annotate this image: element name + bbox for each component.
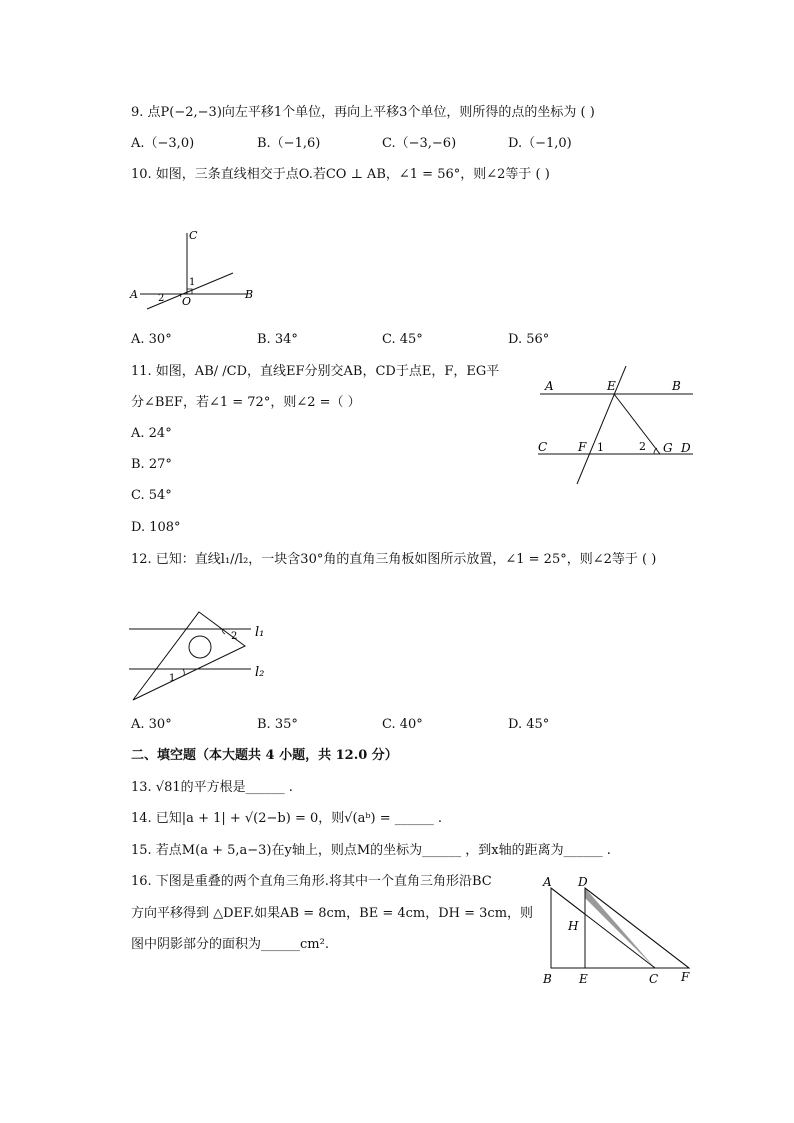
q9-option-c: C.（−3,−6): [382, 136, 457, 151]
label-f: F: [681, 970, 690, 984]
q9-option-d: D.（−1,0): [508, 136, 572, 151]
label-h: H: [568, 919, 579, 933]
q10-figure: [125, 225, 260, 310]
q12-option-c: C. 40°: [382, 717, 423, 732]
q10-option-a: A. 30°: [131, 332, 172, 347]
angle-1-arc: [183, 669, 184, 675]
section-2-heading: 二、填空题（本大题共 4 小题，共 12.0 分）: [131, 748, 398, 763]
q16-line2: 方向平移得到 △DEF.如果AB = 8cm，BE = 4cm，DH = 3cm，则: [131, 906, 534, 921]
label-e: E: [579, 972, 588, 986]
q12-option-b: B. 35°: [257, 717, 298, 732]
q11-option-c: C. 54°: [131, 488, 172, 503]
q11-stem-line1: 11. 如图，AB/ /CD，直线EF分别交AB，CD于点E，F，EG平: [131, 364, 500, 379]
q16-figure: [538, 872, 698, 990]
label-a: A: [543, 875, 552, 889]
set-square-hole: [189, 636, 211, 658]
label-c: C: [189, 229, 198, 242]
label-b: B: [672, 379, 681, 393]
label-d: D: [578, 875, 588, 889]
label-l2: l₂: [255, 665, 265, 680]
label-angle-1: 1: [189, 277, 196, 288]
label-b: B: [245, 288, 254, 301]
label-angle-1: 1: [597, 441, 604, 454]
q15-stem: 15. 若点M(a + 5,a−3)在y轴上，则点M的坐标为______ ，到x轴的距离为______ .: [131, 843, 611, 858]
q11-option-d: D. 108°: [131, 520, 181, 535]
q12-stem: 12. 已知：直线l₁//l₂，一块含30°角的直角三角板如图所示放置，∠1 = 25°，则∠2等于 ( ): [131, 552, 657, 567]
label-e: E: [607, 379, 616, 393]
q11-option-b: B. 27°: [131, 457, 172, 472]
q14-stem: 14. 已知|a + 1| + √(2−b) = 0，则√(aᵇ) = ______ .: [131, 811, 443, 826]
set-square: [133, 612, 245, 700]
q9-stem: 9. 点P(−2,−3)向左平移1个单位，再向上平移3个单位，则所得的点的坐标为 ( ): [131, 105, 595, 120]
q9-option-b: B.（−1,6): [257, 136, 321, 151]
ray-eg: [614, 394, 660, 454]
q12-option-d: D. 45°: [508, 717, 550, 732]
label-o: O: [182, 295, 192, 308]
label-d: D: [681, 441, 691, 455]
q10-stem: 10. 如图，三条直线相交于点O.若CO ⊥ AB，∠1 = 56°，则∠2等于 ( ): [131, 167, 550, 182]
q16-line3: 图中阴影部分的面积为______cm².: [131, 937, 329, 952]
q16-line1: 16. 下图是重叠的两个直角三角形.将其中一个直角三角形沿BC: [131, 874, 492, 889]
label-a: A: [130, 288, 138, 301]
q13-stem: 13. √81的平方根是______ .: [131, 780, 293, 795]
label-l1: l₁: [255, 625, 265, 640]
overlap-region: [585, 898, 655, 968]
q10-option-c: C. 45°: [382, 332, 423, 347]
q12-option-a: A. 30°: [131, 717, 172, 732]
label-a: A: [545, 379, 554, 393]
q11-stem-line2: 分∠BEF，若∠1 = 72°，则∠2 =（ ）: [131, 395, 361, 410]
label-angle-1: 1: [169, 673, 176, 684]
label-angle-2: 2: [639, 440, 646, 453]
label-g: G: [663, 441, 673, 455]
q12-figure: [124, 605, 274, 705]
label-f: F: [578, 440, 587, 454]
q11-figure: [533, 362, 698, 490]
label-c: C: [649, 972, 659, 986]
q11-option-a: A. 24°: [131, 426, 172, 441]
line-ef: [577, 366, 626, 484]
label-angle-2: 2: [231, 631, 238, 642]
label-c: C: [538, 440, 548, 454]
q9-option-a: A.（−3,0): [131, 136, 195, 151]
label-angle-2: 2: [158, 293, 165, 304]
q10-option-b: B. 34°: [257, 332, 298, 347]
q10-option-d: D. 56°: [508, 332, 550, 347]
label-b: B: [543, 972, 552, 986]
